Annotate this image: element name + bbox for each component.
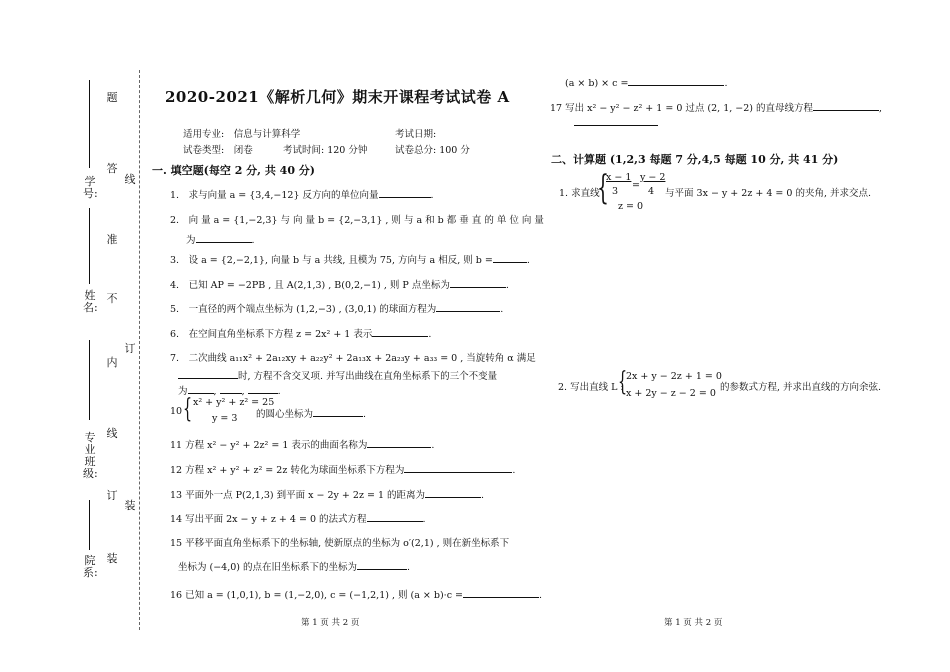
question-5: 5. 一直径的两个端点坐标为 (1,2,−3) , (3,0,1) 的球面方程为 . [170, 304, 504, 315]
page-footer-left: 第 1 页 共 2 页 [301, 618, 360, 628]
binding-char: 答 [106, 162, 118, 175]
question-15 [170, 535, 509, 549]
question-17: 17 写出 x² − y² − z² + 1 = 0 过点 (2, 1, −2) 的直母线方程 , [550, 103, 883, 114]
answer-blank[interactable] [493, 253, 527, 263]
calc-2-tail: 的参数式方程, 并求出直线的方向余弦. [720, 382, 882, 393]
exam-title: 2020-2021《解析几何》期末开课程考试试卷 A [165, 88, 510, 106]
question-text: 的圆心坐标为 [256, 409, 314, 420]
brace-symbol: { [183, 394, 193, 424]
c1-frac2-num: y − 2 [640, 172, 666, 183]
answer-blank[interactable] [367, 438, 431, 448]
c2-eq1: 2x + y − 2z + 1 = 0 [626, 371, 722, 382]
brace-symbol: { [597, 168, 609, 208]
question-14: 14 写出平面 2x − y + z + 4 = 0 的法式方程 . [170, 514, 426, 525]
total-score: 试卷总分: 100 分 [395, 145, 470, 156]
answer-blank[interactable] [450, 278, 506, 288]
binding-char: 内 [106, 356, 118, 369]
binding-char: 订 [124, 342, 136, 355]
question-2-cont: 为 . [186, 235, 255, 246]
question-text: 5. 一直径的两个端点坐标为 (1,2,−3) , (3,0,1) 的球面方程为 [170, 304, 437, 315]
question-7-cont2: 为 , , . [178, 386, 281, 397]
answer-blank[interactable] [404, 463, 512, 473]
answer-blank[interactable] [367, 512, 423, 522]
question-text: 1. 求与向量 a = {3,4,−12} 反方向的单位向量 [170, 190, 379, 201]
question-13: 13 平面外一点 P(2,1,3) 到平面 x − 2y + 2z = 1 的距离为 . [170, 490, 485, 501]
answer-blank[interactable] [372, 327, 428, 337]
answer-blank[interactable] [436, 302, 500, 312]
calc-1-prefix: 1. 求直线 [559, 188, 600, 199]
question-text: 15 平移平面直角坐标系下的坐标轴, 使新原点的坐标为 o′(2,1) , 则在新坐标系下 [170, 538, 510, 549]
section-fill-in: 一. 填空题(每空 2 分, 共 40 分) [152, 164, 316, 177]
paper-type: 试卷类型: 闭卷 [183, 145, 253, 156]
question-7-cont [178, 368, 497, 382]
question-text: 为 [178, 386, 188, 397]
question-text: 14 写出平面 2x − y + z + 4 = 0 的法式方程 [170, 514, 367, 525]
question-text: 12 方程 x² + y² + z² = 2z 转化为球面坐标系下方程为 [170, 465, 405, 476]
question-text: 2. 向 量 a = {1,−2,3} 与 向 量 b = {2,−3,1} , 则 与 a 和 b 都 垂 直 的 单 位 向 量 [170, 215, 544, 226]
c1-frac2-den: 4 [648, 186, 655, 197]
student-id-label: 学号: [83, 175, 98, 200]
c1-frac1-den: 3 [612, 186, 619, 197]
question-10-tail: 的圆心坐标为 . [256, 409, 367, 420]
binding-char: 装 [106, 552, 118, 565]
class-label: 专业班级: [83, 431, 98, 480]
question-15-cont: 坐标为 (−4,0) 的点在旧坐标系下的坐标为 . [178, 562, 411, 573]
answer-blank[interactable] [178, 369, 238, 379]
answer-blank[interactable] [313, 407, 363, 417]
binding-char: 订 [106, 489, 118, 502]
binding-char: 线 [124, 173, 136, 186]
answer-blank[interactable] [357, 560, 407, 570]
binding-dashed-line [139, 70, 140, 630]
brace-symbol: { [618, 367, 628, 397]
calc-2-prefix: 2. 写出直线 L : [558, 382, 624, 393]
question-4: 4. 已知 AP = −2PB , 且 A(2,1,3) , B(0,2,−1) , 则 P 点坐标为 . [170, 280, 509, 291]
name-label: 姓名: [83, 289, 98, 314]
c1-frac1-num: x − 1 [606, 172, 632, 183]
question-text: 为 [186, 235, 196, 246]
duration: 考试时间: 120 分钟 [283, 145, 368, 156]
answer-blank[interactable] [248, 384, 278, 394]
answer-blank[interactable] [574, 125, 658, 126]
class-underline[interactable] [89, 340, 90, 420]
question-text: (a × b) × c = [565, 78, 629, 89]
answer-blank[interactable] [813, 101, 879, 111]
c1-eq: = [632, 180, 640, 191]
question-12: 12 方程 x² + y² + z² = 2z 转化为球面坐标系下方程为 . [170, 465, 516, 476]
question-16: 16 已知 a = (1,0,1), b = (1,−2,0), c = (−1,2,1) , 则 (a × b)·c = . [170, 590, 543, 601]
name-underline[interactable] [89, 208, 90, 284]
answer-blank[interactable] [628, 76, 724, 86]
binding-char: 准 [106, 233, 118, 246]
question-text: 7. 二次曲线 a₁₁x² + 2a₁₂xy + a₂₂y² + 2a₁₃x + 2a₂₃y + a₃₃ = 0 , 当旋转角 α 满足 [170, 353, 536, 364]
section-calculation: 二、计算题 (1,2,3 每题 7 分,4,5 每题 10 分, 共 41 分) [551, 153, 839, 166]
question-text: 13 平面外一点 P(2,1,3) 到平面 x − 2y + 2z = 1 的距离为 [170, 490, 426, 501]
question-text: 坐标为 (−4,0) 的点在旧坐标系下的坐标为 [178, 562, 358, 573]
student-id-underline[interactable] [89, 80, 90, 168]
answer-blank[interactable] [425, 488, 481, 498]
question-text: 6. 在空间直角坐标系下方程 z = 2x² + 1 表示 [170, 329, 373, 340]
dept-underline[interactable] [89, 500, 90, 550]
calc-1-tail: 与平面 3x − y + 2z + 4 = 0 的夹角, 并求交点. [665, 188, 872, 199]
question-text: 3. 设 a = {2,−2,1}, 向量 b 与 a 共线, 且模为 75, 方向与 a 相反, 则 b = [170, 255, 493, 266]
answer-blank[interactable] [188, 384, 214, 394]
question-11: 11 方程 x² − y² + 2z² = 1 表示的曲面名称为 . [170, 440, 435, 451]
question-text: 16 已知 a = (1,0,1), b = (1,−2,0), c = (−1,2,1) , 则 (a × b)·c = [170, 590, 464, 601]
answer-blank[interactable] [379, 188, 431, 198]
binding-char: 题 [106, 91, 118, 104]
question-text: 17 写出 x² − y² − z² + 1 = 0 过点 (2, 1, −2) 的直母线方程 [550, 103, 814, 114]
question-1: 1. 求与向量 a = {3,4,−12} 反方向的单位向量 . [170, 190, 434, 201]
q10-eq2: y = 3 [212, 413, 238, 424]
binding-char: 装 [124, 499, 136, 512]
answer-blank[interactable] [196, 233, 252, 243]
question-3: 3. 设 a = {2,−2,1}, 向量 b 与 a 共线, 且模为 75, 方向与 a 相反, 则 b = . [170, 255, 530, 266]
question-7 [170, 350, 536, 364]
q10-eq1: x² + y² + z² = 25 [193, 397, 275, 408]
page-footer-right: 第 1 页 共 2 页 [664, 618, 723, 628]
binding-char: 不 [106, 292, 118, 305]
c2-eq2: x + 2y − z − 2 = 0 [626, 388, 716, 399]
binding-char: 线 [106, 427, 118, 440]
dept-label: 院系: [83, 554, 98, 579]
question-2 [170, 212, 544, 226]
answer-blank[interactable] [220, 384, 242, 394]
right-top-line: (a × b) × c = . [565, 78, 728, 89]
answer-blank[interactable] [463, 588, 539, 598]
question-text: 时, 方程不含交叉项. 并写出曲线在直角坐标系下的三个不变量 [238, 371, 498, 382]
major: 适用专业: 信息与计算科学 [183, 129, 301, 140]
question-10-number: 10 [170, 406, 183, 417]
question-6: 6. 在空间直角坐标系下方程 z = 2x² + 1 表示 . [170, 329, 432, 340]
exam-date: 考试日期: [395, 129, 437, 140]
c1-z: z = 0 [618, 201, 644, 212]
question-text: 11 方程 x² − y² + 2z² = 1 表示的曲面名称为 [170, 440, 368, 451]
question-text: 4. 已知 AP = −2PB , 且 A(2,1,3) , B(0,2,−1) , 则 P 点坐标为 [170, 280, 450, 291]
